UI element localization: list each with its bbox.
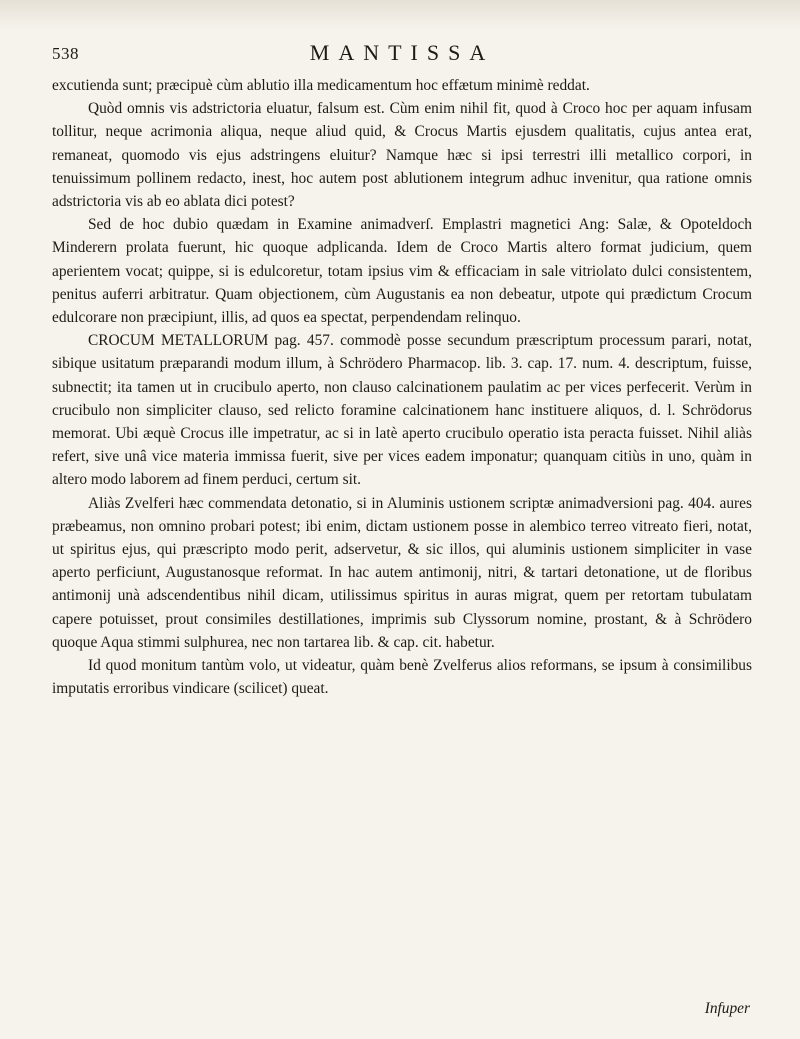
paragraph: Id quod monitum tantùm volo, ut videatur, quàm benè Zvelferus alios reformans, se ipsum à consimilibus imputatis erroribus vindicare (scilicet) queat. [52, 657, 752, 698]
page-fold-shadow [0, 0, 800, 30]
page-header [52, 40, 752, 70]
text-body [52, 74, 752, 700]
paragraph: Aliàs Zvelferi hæc commendata detonatio, si in Aluminis ustionem scriptæ animadversioni pag. 404. aures præbeamus, non omnino probari potest; ibi enim, dictam ustionem posse in alembico terreo vitreato fieri, notat, ut spiritus ejus, qui præscripto modo perit, adservetur, & sic illos, qui aluminis ustionem simpliciter in vase aperto perficiunt, Augustanosque reformat. In hac autem antimonij, nitri, & tartari detonatione, ut de floribus antimonij unà adscendentibus nihil dicam, utilissimus spiritus in auras migrat, quem per retortam tubulatam capere potuisset, prout consimiles destillationes, imprimis sub Clyssorum nomine, prostant, & à Schrödero quoque Aqua stimmi sulphurea, nec non tartarea lib. & cap. cit. habetur. [52, 494, 752, 651]
paragraph: Quòd omnis vis adstrictoria eluatur, falsum est. Cùm enim nihil fit, quod à Croco hoc per aquam infusam tollitur, neque acrimonia aliqua, neque aliud quid, & Crocus Martis ejusdem qualitatis, cujus antea erat, remaneat, quomodo vis ejus adstringens eluitur? Namque hæc si ipsi terrestri illi metallico corpori, in tenuissimum pollinem redacto, inest, hoc autem post ablutionem integrum adhuc invenitur, qua ratione omnis adstrictoria vis ab eo ablata dici potest? [52, 100, 752, 211]
paragraph: Sed de hoc dubio quædam in Examine animadverſ. Emplastri magnetici Ang: Salæ, & Opoteldoch Minderern prolata fuerunt, hic quoque adplicanda. Idem de Croco Martis altero format judicium, quem aperientem vocat; quippe, si is edulcoretur, totam ipsius vim & efficaciam in sale vitriolato dulci consistentem, penitus auferri arbitratur. Quam objectionem, cùm Augustanis ea non debeatur, utpote qui prædictum Crocum edulcorare non præcipiunt, illis, ad quos ea spectat, perpendendam relinquo. [52, 216, 752, 327]
page-number: 538 [52, 44, 79, 63]
catchword: Infuper [704, 1000, 750, 1017]
paragraph: excutienda sunt; præcipuè cùm ablutio illa medicamentum hoc effætum minimè reddat. [52, 77, 590, 94]
running-title: MANTISSA [309, 40, 495, 65]
paragraph: CROCUM METALLORUM pag. 457. commodè posse secundum præscriptum processum parari, notat, sibique usitatum præparandi modum illum, à Schrödero Pharmacop. lib. 3. cap. 17. num. 4. descriptum, fuisse, subnectit; ita tamen ut in crucibulo aperto, non clauso calcinationem paulatim ac per vices perfecerit. Verùm in crucibulo non simpliciter clauso, sed relicto foramine calcinationem hanc instituere aliquos, d. l. Schrödorus memorat. Ubi æquè Crocus ille impetratur, ac si in latè aperto crucibulo operatio ista peracta fuisset. Nihil aliàs refert, sive unâ vice materia immissa fuerit, sive per vices eadem imponatur; quanquam citiùs in uno, quàm in altero modo laborem ad finem perduci, certum sit. [52, 332, 752, 489]
